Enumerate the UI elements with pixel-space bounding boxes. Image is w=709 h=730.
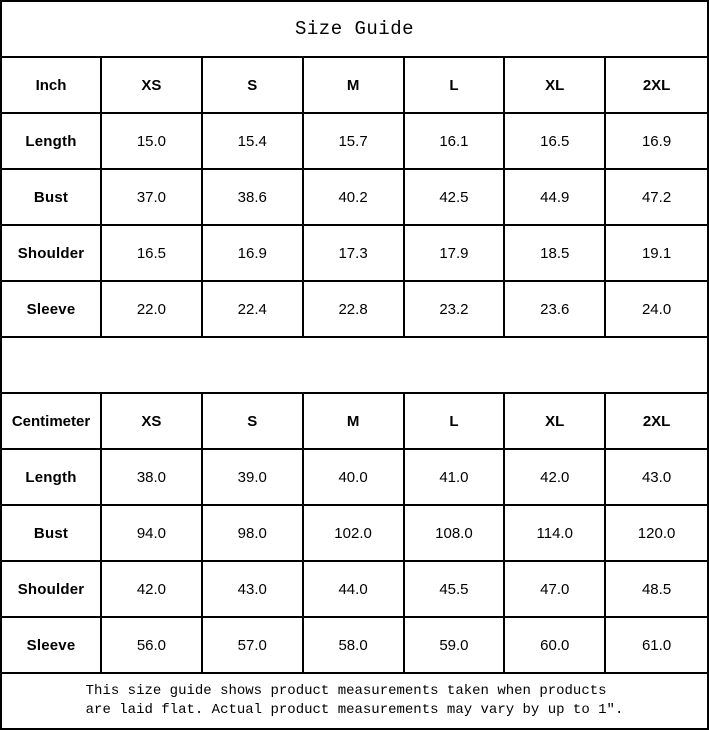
- measurement-value: 94.0: [102, 506, 203, 562]
- row-label: Sleeve: [2, 618, 102, 674]
- unit-header-centimeter: Centimeter: [2, 394, 102, 450]
- measurement-value: 47.0: [505, 562, 606, 618]
- measurement-value: 44.9: [505, 170, 606, 226]
- measurement-value: 102.0: [304, 506, 405, 562]
- measurement-value: 24.0: [606, 282, 707, 338]
- measurement-value: 41.0: [405, 450, 506, 506]
- page-title: Size Guide: [2, 2, 707, 58]
- size-header-xl: XL: [505, 58, 606, 114]
- measurement-value: 22.8: [304, 282, 405, 338]
- footnote-row: [2, 674, 707, 728]
- row-label: Bust: [2, 506, 102, 562]
- measurement-value: 22.4: [203, 282, 304, 338]
- measurement-value: 39.0: [203, 450, 304, 506]
- measurement-value: 37.0: [102, 170, 203, 226]
- measurement-value: 17.3: [304, 226, 405, 282]
- measurement-value: 15.0: [102, 114, 203, 170]
- size-header-xl: XL: [505, 394, 606, 450]
- measurement-value: 15.7: [304, 114, 405, 170]
- measurement-value: 44.0: [304, 562, 405, 618]
- measurement-value: 16.5: [505, 114, 606, 170]
- measurement-value: 108.0: [405, 506, 506, 562]
- measurement-value: 61.0: [606, 618, 707, 674]
- size-header-l: L: [405, 58, 506, 114]
- measurement-value: 114.0: [505, 506, 606, 562]
- measurement-value: 57.0: [203, 618, 304, 674]
- measurement-value: 18.5: [505, 226, 606, 282]
- measurement-value: 60.0: [505, 618, 606, 674]
- row-label: Sleeve: [2, 282, 102, 338]
- measurement-value: 15.4: [203, 114, 304, 170]
- measurement-value: 42.0: [505, 450, 606, 506]
- row-label: Length: [2, 450, 102, 506]
- row-label: Shoulder: [2, 562, 102, 618]
- footnote-text: [86, 682, 624, 720]
- measurement-value: 47.2: [606, 170, 707, 226]
- measurement-value: 42.5: [405, 170, 506, 226]
- inch-table: [2, 58, 707, 338]
- measurement-value: 23.6: [505, 282, 606, 338]
- measurement-value: 59.0: [405, 618, 506, 674]
- size-header-m: M: [304, 58, 405, 114]
- measurement-value: 17.9: [405, 226, 506, 282]
- measurement-value: 16.9: [203, 226, 304, 282]
- measurement-value: 40.2: [304, 170, 405, 226]
- measurement-value: 16.9: [606, 114, 707, 170]
- measurement-value: 98.0: [203, 506, 304, 562]
- size-header-xs: XS: [102, 58, 203, 114]
- measurement-value: 38.6: [203, 170, 304, 226]
- measurement-value: 38.0: [102, 450, 203, 506]
- size-header-2xl: 2XL: [606, 394, 707, 450]
- size-header-s: S: [203, 58, 304, 114]
- measurement-value: 56.0: [102, 618, 203, 674]
- measurement-value: 40.0: [304, 450, 405, 506]
- row-label: Bust: [2, 170, 102, 226]
- measurement-value: 23.2: [405, 282, 506, 338]
- measurement-value: 120.0: [606, 506, 707, 562]
- measurement-value: 22.0: [102, 282, 203, 338]
- measurement-value: 19.1: [606, 226, 707, 282]
- centimeter-table: [2, 394, 707, 674]
- measurement-value: 48.5: [606, 562, 707, 618]
- footnote-line-1: This size guide shows product measurements taken when products: [85, 683, 607, 699]
- row-label: Shoulder: [2, 226, 102, 282]
- spacer-row: [2, 338, 707, 394]
- size-header-l: L: [405, 394, 506, 450]
- measurement-value: 43.0: [203, 562, 304, 618]
- size-header-m: M: [304, 394, 405, 450]
- measurement-value: 42.0: [102, 562, 203, 618]
- measurement-value: 16.1: [405, 114, 506, 170]
- measurement-value: 45.5: [405, 562, 506, 618]
- measurement-value: 16.5: [102, 226, 203, 282]
- measurement-value: 43.0: [606, 450, 707, 506]
- size-header-2xl: 2XL: [606, 58, 707, 114]
- unit-header-inch: Inch: [2, 58, 102, 114]
- measurement-value: 58.0: [304, 618, 405, 674]
- row-label: Length: [2, 114, 102, 170]
- size-header-s: S: [203, 394, 304, 450]
- footnote-line-2: are laid flat. Actual product measurements may vary by up to 1″.: [85, 702, 624, 718]
- size-header-xs: XS: [102, 394, 203, 450]
